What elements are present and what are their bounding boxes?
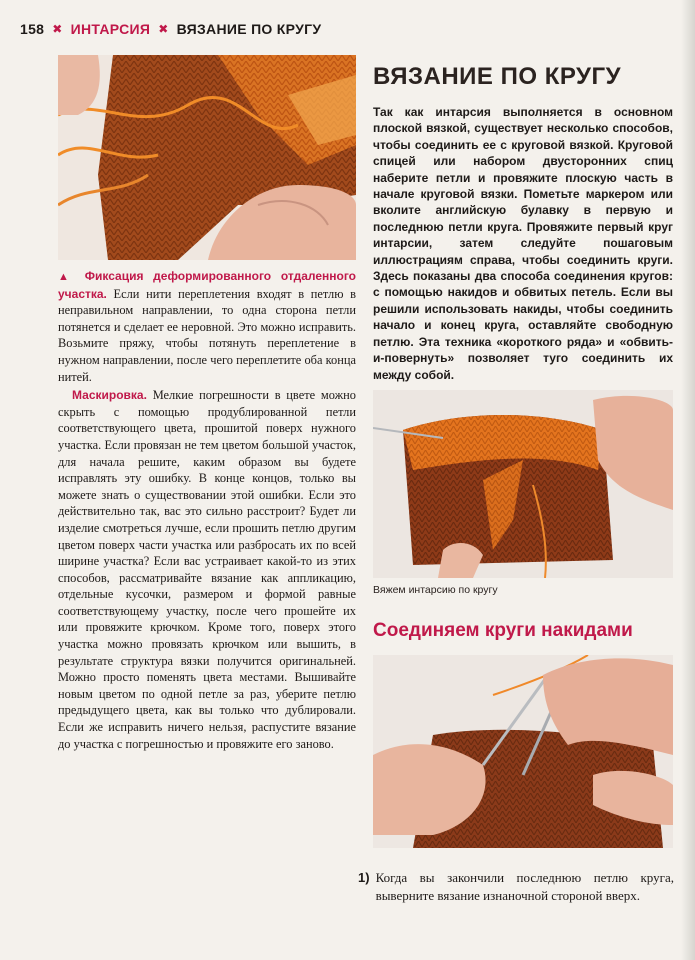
photo-caption: Вяжем интарсию по кругу [373,584,498,596]
left-column-text [58,268,356,754]
page-edge-shadow [681,0,695,960]
paragraph-lead: Маскировка. [72,388,147,403]
header-section: ИНТАРСИЯ [70,21,151,37]
paragraph-fixing [58,268,356,385]
subsection-title: Соединяем круги накидами [373,620,633,641]
photo-knitting-in-round [373,390,673,578]
triangle-up-icon: ▲ [58,271,76,283]
paragraph-body: Если нити переплетения входят в петлю в неправильном направлении, то одна сторона петли потянется и сделает ее неровной. Это можно исправить. Возьмите пряжу, чтобы потянуть переплетение в нужном направлении, после чего переплетите оба конца нитей. [58,286,356,384]
step-1 [358,869,674,905]
header-star-icon: ✖ [158,22,169,36]
header-star-icon: ✖ [52,22,63,36]
header-subsection: ВЯЗАНИЕ ПО КРУГУ [176,21,322,37]
intro-text: Так как интарсия выполняется в основном плоской вязкой, существует несколько способов, чтобы соединить ее с круговой вязкой. Круговой спицей или набором двусторонних спиц наберите петли и провяжите плоскую часть в начале круговой вязки. Пометьте маркером или вколите английскую булавку в первую и последнюю петли круга. Провяжите первый круг интарсии, затем следуйте пошаговым иллюстрациям справа, чтобы соединить круги. Здесь показаны два способа соединения кругов: с помощью накидов и обвитых петель. Если вы решили использовать накиды, чтобы соединить начало и конец круга, оставляйте свободную петлю. Эта техника «короткого ряда» и «обвить-и-повернуть» позволяет туго соединить их между собой. [373,105,673,382]
photo-joining-rounds [373,655,673,848]
section-title: ВЯЗАНИЕ ПО КРУГУ [373,63,621,90]
paragraph-lead: Фиксация деформированного отдаленного участка. [58,269,356,301]
step-number: 1) [358,870,370,885]
page-number: 158 [20,21,45,37]
step-text: Когда вы закончили последнюю петлю круга, выверните вязание изнаночной стороной вверх. [375,870,674,903]
photo-fixing-stitch [58,55,356,260]
paragraph-body: Мелкие погрешности в цвете можно скрыть с помощью продублированной петли соответствующего цвета, прошитой поверх нужного участка. Если провязан не тем цветом большой участок, для начала решите, каким образом вы будете исправлять эту ошибку. В конце концов, только вы можете знать о существовании этой ошибки. Если это действительно так, вас это сильно расстроит? Будет ли изделие смотреться лучше, если прошить петлю другим цветом поверх части участка или разбросать их по всей ширине участка? Если вас устраивает какой-то из этих способов, рассматривайте вязание как аппликацию, отдельные кусочки, размером и формой равные соответствующему участку, после чего прошейте их или провяжите крючком. Кроме того, поверх этого участка можно провязать крючком или вышить, в результате структура вязки получится оригинальней. Можно просто поменять цвета местами. Вышивайте новым цветом по одной петле за раз, уберите петлю предыдущего цвета, как вы только что дублировали. Если же исправить ничего нельзя, распустите вязание до участка с погрешностью и провяжите его заново. [58,388,356,751]
paragraph-masking [58,387,356,752]
running-header [20,18,321,40]
